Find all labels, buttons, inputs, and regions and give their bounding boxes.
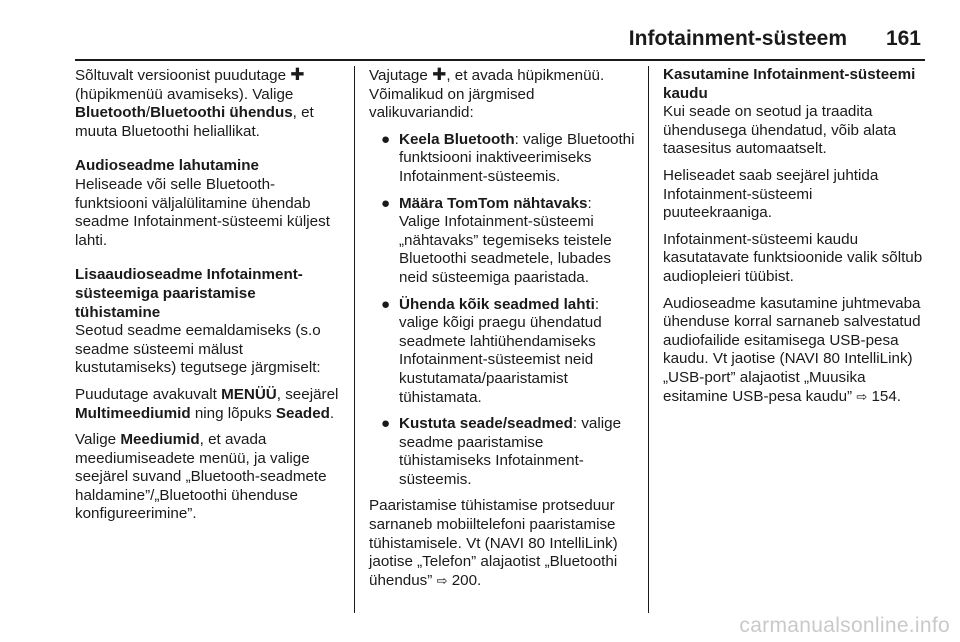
- options-list: [369, 131, 637, 490]
- header-divider: [75, 59, 925, 61]
- bullet-icon: ●: [381, 295, 391, 313]
- reference-arrow-icon: ⇨: [436, 572, 448, 588]
- column-divider-2: [648, 66, 649, 613]
- section-audio-disconnect: Audioseadme lahutamine Heliseade või selle Bluetooth-funktsiooni väljalülitamine ühendab seadme Infotainment-süsteemi küljest lahti.: [75, 157, 343, 250]
- column-2: [369, 66, 637, 598]
- watermark: carmanualsonline.info: [739, 614, 950, 637]
- reference-arrow-icon: ⇨: [856, 388, 868, 404]
- section-unpair: Lisaaudioseadme Infotainment-süsteemiga paaristamise tühistamine Seotud seadme eemaldamiseks (s.o seadme süsteemi mälust kustutamiseks) tegutsege järgmiselt:: [75, 266, 343, 378]
- section-heading: Lisaaudioseadme Infotainment-süsteemiga paaristamise tühistamine: [75, 266, 303, 321]
- plus-icon: ✚: [432, 65, 447, 84]
- list-item: ● Ühenda kõik seadmed lahti: valige kõigi praegu ühendatud seadmete lahtiühendamiseks Infotainment-süsteemist neid kustutamata/paaristamist tühistamata.: [381, 295, 602, 406]
- section-usage: Kasutamine Infotainment-süsteemi kaudu Kui seade on seotud ja traadita ühendusega ühendatud, võib alata taasesitus automaatselt.: [663, 66, 925, 159]
- paragraph: Heliseadet saab seejärel juhtida Infotainment-süsteemi puuteekraaniga.: [663, 166, 879, 222]
- list-item: ● Keela Bluetooth: valige Bluetoothi funktsiooni inaktiveerimiseks Infotainment-süsteemis.: [381, 130, 635, 185]
- paragraph: Infotainment-süsteemi kaudu kasutatavate funktsioonide valik sõltub audiopleieri tüübist.: [663, 230, 923, 285]
- paragraph: Audioseadme kasutamine juhtmevaba ühenduse korral sarnaneb salvestatud audiofailide esitamisega USB-pesa kaudu. Vt jaotise (NAVI 80 IntelliLink) „USB-port” alajaotist „Muusika esitamine USB-pesa kaudu” ⇨ 154.: [663, 294, 921, 405]
- bullet-icon: ●: [381, 194, 391, 212]
- column-1: [75, 66, 343, 532]
- list-item: ● Kustuta seade/seadmed: valige seadme paaristamise tühistamiseks Infotainment-süsteemis.: [381, 415, 622, 488]
- list-item: ● Määra TomTom nähtavaks: Valige Infotainment-süsteemi „nähtavaks” tegemiseks teistele Bluetoothi seadmetele, lubades neid süsteemiga paaristada.: [381, 194, 612, 286]
- paragraph-menu: Puudutage avakuvalt MENÜÜ, seejärel Multimeediumid ning lõpuks Seaded.: [75, 385, 339, 422]
- col2-outro: Paaristamise tühistamise protseduur sarnaneb mobiiltelefoni paaristamise tühistamisele. Vt (NAVI 80 IntelliLink) jaotise „Telefon” alajaotist „Bluetoothi ühendus” ⇨ 200.: [369, 497, 618, 589]
- page-number: 161: [885, 27, 921, 50]
- page-header: [75, 25, 925, 61]
- column-divider-1: [354, 66, 355, 613]
- section-heading: Kasutamine Infotainment-süsteemi kaudu: [663, 66, 916, 102]
- col2-intro: Vajutage ✚, et avada hüpikmenüü. Võimalikud on järgmised valikuvariandid:: [369, 65, 605, 122]
- plus-icon: ✚: [290, 65, 305, 84]
- col1-intro: Sõltuvalt versioonist puudutage ✚ (hüpikmenüü avamiseks). Valige Bluetooth/Bluetoothi ühendus, et muuta Bluetoothi heliallikat.: [75, 65, 314, 140]
- paragraph-media: Valige Meediumid, et avada meediumiseadete menüü, ja valige seejärel suvand „Bluetooth-seadmete haldamine”/„Bluetoothi ühenduse konfigureerimine”.: [75, 431, 327, 523]
- bullet-icon: ●: [381, 130, 391, 148]
- bullet-icon: ●: [381, 415, 391, 433]
- section-heading: Audioseadme lahutamine: [75, 157, 259, 175]
- column-3: [663, 66, 925, 414]
- page-title: Infotainment-süsteem: [628, 27, 847, 50]
